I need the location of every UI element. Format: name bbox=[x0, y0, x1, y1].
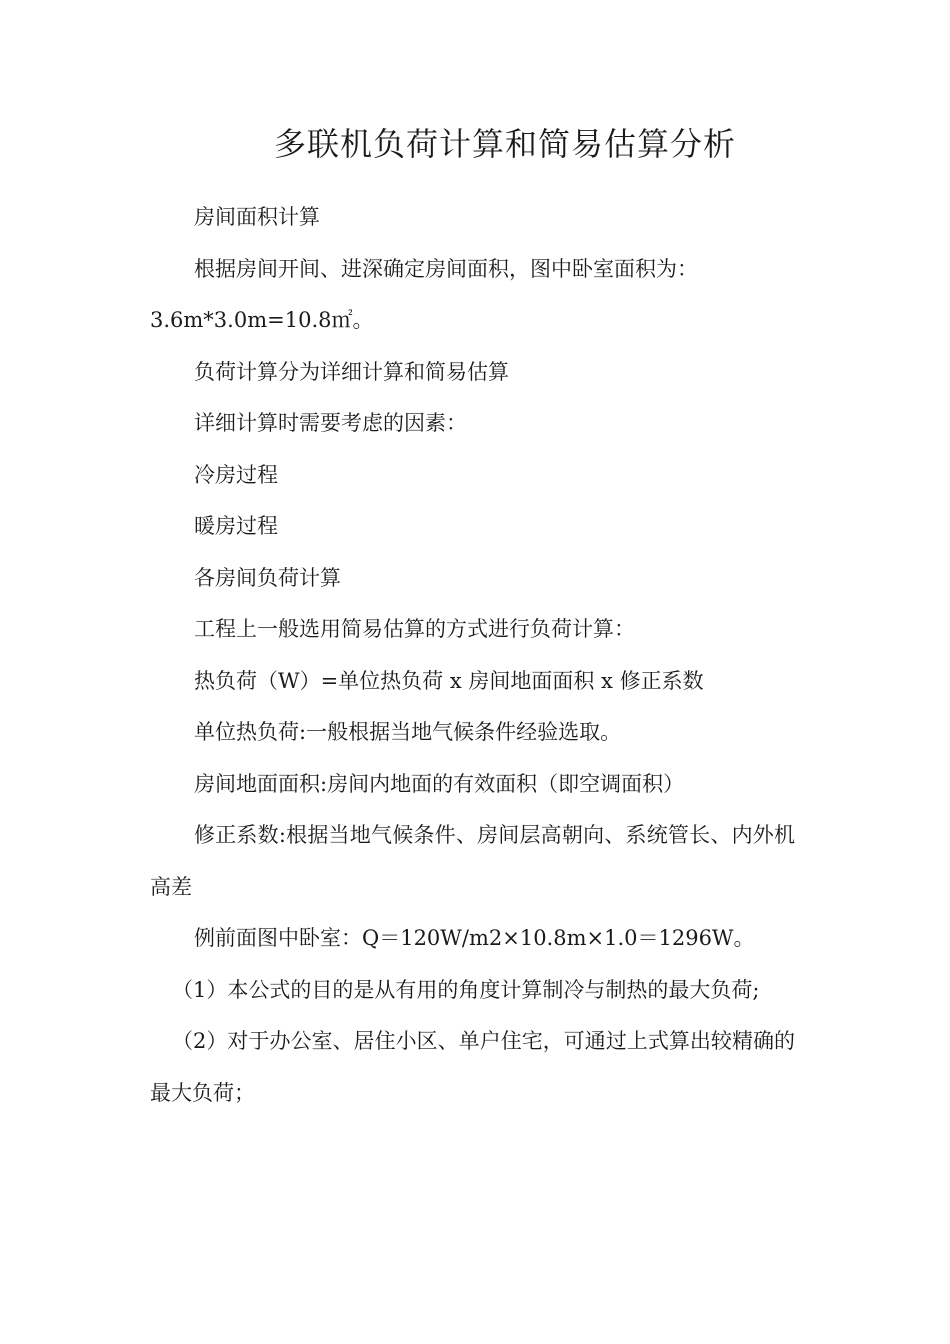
paragraph-example: 例前面图中卧室：Q＝120W/m2×10.8m×1.0＝1296W。 bbox=[194, 926, 755, 950]
paragraph-correction-factor: 修正系数:根据当地气候条件、房间层高朝向、系统管长、内外机高差 bbox=[150, 823, 795, 899]
paragraph-room-load: 各房间负荷计算 bbox=[194, 565, 341, 590]
document-body bbox=[150, 192, 795, 1119]
paragraph-room-area-formula: 3.6m*3.0m=10.8㎡。 bbox=[150, 308, 374, 332]
paragraph-room-area-desc: 根据房间开间、进深确定房间面积，图中卧室面积为： bbox=[194, 256, 698, 281]
paragraph-heating-process: 暖房过程 bbox=[194, 514, 278, 538]
document-title: 多联机负荷计算和简易估算分析 bbox=[273, 125, 736, 163]
paragraph-cooling-process: 冷房过程 bbox=[194, 462, 278, 487]
paragraph-simple-estimate: 工程上一般选用简易估算的方式进行负荷计算： bbox=[194, 617, 635, 641]
paragraph-room-area-heading: 房间面积计算 bbox=[194, 205, 320, 229]
paragraph-note-1: （1）本公式的目的是从有用的角度计算制冷与制热的最大负荷; bbox=[172, 977, 760, 1002]
paragraph-note-2: （2）对于办公室、居住小区、单户住宅，可通过上式算出较精确的最大负荷； bbox=[150, 1029, 795, 1105]
paragraph-heat-load-formula: 热负荷（W）=单位热负荷 x 房间地面面积 x 修正系数 bbox=[194, 668, 704, 693]
paragraph-unit-heat-load: 单位热负荷:一般根据当地气候条件经验选取。 bbox=[194, 720, 622, 744]
paragraph-factors-intro: 详细计算时需要考虑的因素： bbox=[194, 411, 467, 435]
paragraph-calc-types: 负荷计算分为详细计算和简易估算 bbox=[194, 359, 509, 384]
paragraph-floor-area: 房间地面面积:房间内地面的有效面积（即空调面积） bbox=[194, 771, 685, 796]
